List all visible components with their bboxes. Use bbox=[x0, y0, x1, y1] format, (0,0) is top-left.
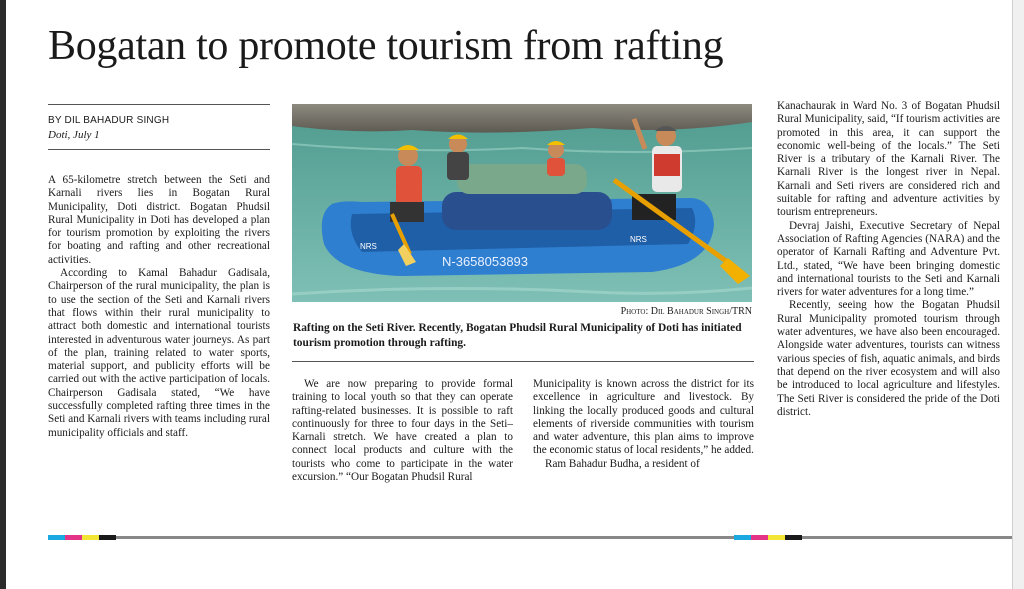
byline-bottom-rule bbox=[48, 149, 270, 150]
registration-marks-right bbox=[734, 535, 802, 540]
page-right-edge bbox=[1012, 0, 1024, 589]
gear-bag bbox=[442, 192, 612, 230]
dateline: Doti, July 1 bbox=[48, 129, 100, 141]
bottom-rule-right bbox=[802, 536, 1012, 539]
rafting-illustration bbox=[292, 104, 752, 302]
paragraph: We are now preparing to provide formal training to local youth so that they can operate rafting-related businesses. It is possible to raft continuously for three to four days in the Seti–Karnali stretch. We have created a plan to connect local products and culture with the tourists who come to participate in the water excursion.” “Our Bogatan Phudsil Rural bbox=[292, 378, 513, 484]
rafter-2 bbox=[447, 135, 469, 181]
bottom-rule bbox=[116, 536, 736, 539]
paragraph: Ram Bahadur Budha, a resident of bbox=[545, 457, 700, 470]
page-left-edge bbox=[0, 0, 6, 589]
headline: Bogatan to promote tourism from rafting bbox=[48, 23, 724, 69]
paragraph: Kanachaurak in Ward No. 3 of Bogatan Phudsil Rural Municipality, said, “If tourism activities are promoted in this area, it can support the economic well-being of the locals.” The Seti River is a tributary of the Karnali River. The Karnali River is the longest river in Nepal. Karnali and Seti rivers are considered rich and suitable for rafting and adventure activities by tourism entrepreneurs. bbox=[777, 100, 1000, 219]
green-bag bbox=[457, 164, 587, 194]
registration-marks-left bbox=[48, 535, 116, 540]
rafter-3 bbox=[547, 141, 565, 176]
paragraph: Devraj Jaishi, Executive Secretary of Nepal Association of Rafting Agencies (NARA) and the operator of Karnali Rafting and Adventure Pvt. Ltd., stated, “We have been bringing domestic and international tourists to the Seti and Karnali rivers for water adventures for a long time.” bbox=[777, 219, 1000, 299]
paragraph: Municipality is known across the district for its excellence in agriculture and livestock. By linking the locally produced goods and cultural elements of riverside communities with tourism and water adventure, this plan aims to improve the economic status of local residents,” he added. bbox=[533, 378, 754, 457]
raft-logo-right: NRS bbox=[630, 235, 647, 244]
paragraph: A 65-kilometre stretch between the Seti and Karnali rivers lies in Bogatan Rural Municipality, Doti district. Bogatan Phudsil Rural Municipality in Doti has developed a plan for tourism promotion by exploiting the rivers for boating and rafting and other recreational activities. bbox=[48, 174, 270, 266]
photo-caption: Rafting on the Seti River. Recently, Bogatan Phudsil Rural Municipality of Doti has initiated tourism promotion through rafting. bbox=[293, 322, 742, 349]
rocky-bank bbox=[292, 104, 752, 133]
article-column-4 bbox=[777, 100, 1000, 419]
byline-top-rule bbox=[48, 104, 270, 105]
rafting-photo bbox=[292, 104, 752, 302]
paragraph: According to Kamal Bahadur Gadisala, Chairperson of the rural municipality, the plan is to use the section of the Seti and Karnali rivers that flows within their rural municipality to attract both domestic and international tourists interested in adventurous water journeys. As part of the plan, training related to water sports, material support, and publicity efforts will be carried out with the active participation of locals. Chairperson Gadisala stated, “We have successfully completed rafting three times in the Seti and Karnali rivers with teams including rural municipality officials and staff. bbox=[48, 267, 270, 439]
article-column-2 bbox=[292, 378, 513, 484]
article-column-1 bbox=[48, 174, 270, 440]
raft-logo-left: NRS bbox=[360, 242, 377, 251]
raft-registration: N-3658053893 bbox=[442, 254, 529, 269]
paragraph: Recently, seeing how the Bogatan Phudsil Rural Municipality promoted tourism through water adventures, we have also been encouraged. Alongside water adventures, tourists can witness various species of fish, aquatic animals, and birds that depend on the river ecosystem and will also be introduced to local agriculture and lifestyles. The Seti River is considered the pride of the Doti district. bbox=[777, 299, 1000, 418]
article-column-3 bbox=[533, 378, 754, 471]
photo-credit: Photo: Dil Bahadur Singh/TRN bbox=[620, 306, 752, 317]
byline: BY DIL BAHADUR SINGH bbox=[48, 115, 170, 126]
caption-rule bbox=[292, 361, 754, 362]
